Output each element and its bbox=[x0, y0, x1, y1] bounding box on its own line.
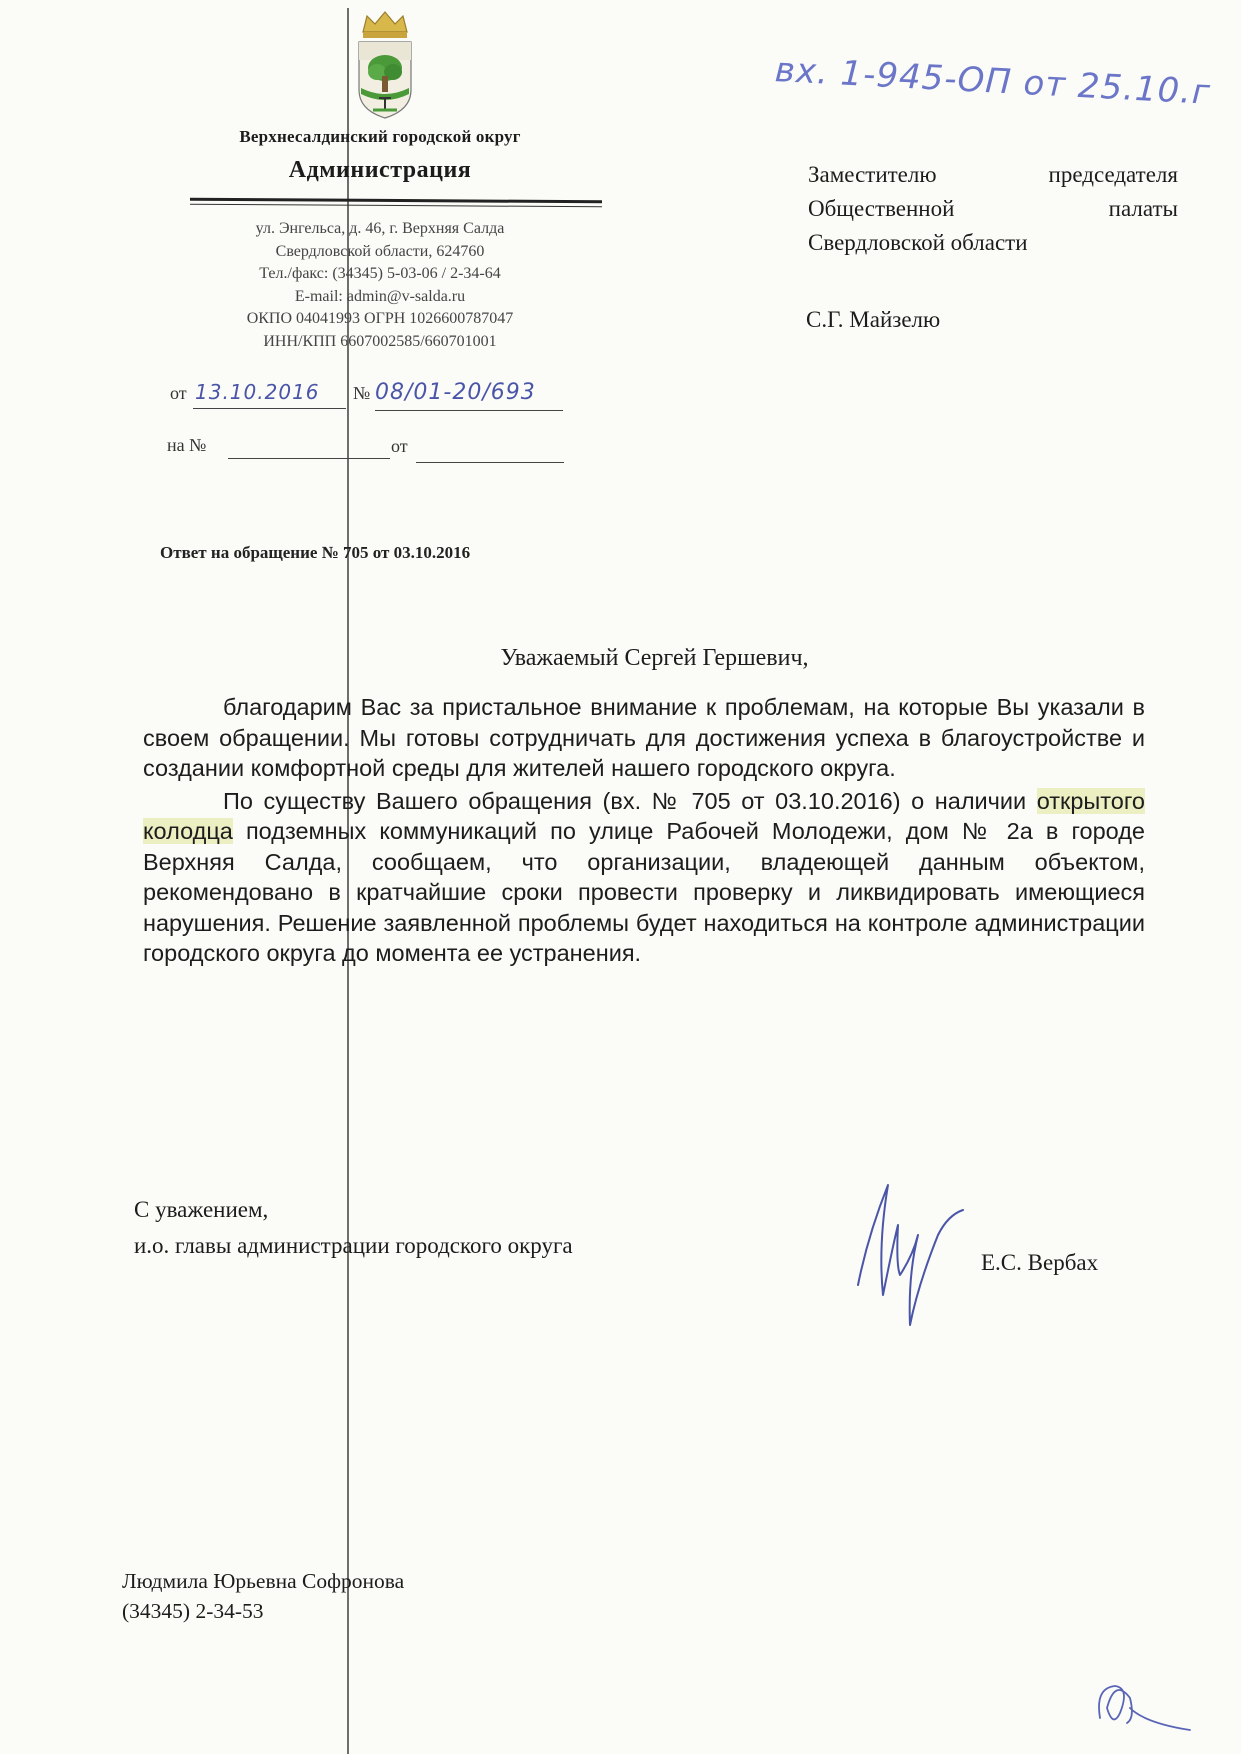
ref-in-reply-from-underline bbox=[416, 462, 564, 463]
address-line: Свердловской области, 624760 bbox=[275, 242, 485, 260]
recipient-word: палаты bbox=[1108, 196, 1178, 221]
ref-in-reply-from-label: от bbox=[391, 436, 408, 456]
ref-in-reply-label: на № bbox=[167, 435, 207, 455]
okpo-ogrn-line: ОКПО 04041993 ОГРН 1026600787047 bbox=[246, 310, 514, 327]
closing-regards: С уважением, bbox=[134, 1197, 269, 1222]
recipient-word: Свердловской области bbox=[808, 230, 1028, 255]
recipient-word: Общественной bbox=[808, 196, 955, 221]
letter-body bbox=[143, 692, 1145, 969]
body-text-segment: подземных коммуникаций по улице Рабочей Молодежи, дом № 2а в городе Верхняя Салда, сообщаем, что организации, владеющей данным объектом, рекомендовано в кратчайшие сроки провести проверку и ликвидировать имеющиеся нарушения. Решение заявленной проблемы будет находиться на контроле администрации городского округа до момента ее устранения. bbox=[143, 818, 1145, 966]
organization-name: Администрация bbox=[288, 157, 472, 183]
signer-position: и.о. главы администрации городского округа bbox=[134, 1233, 573, 1258]
recipient-block bbox=[808, 158, 1178, 260]
executor-phone: (34345) 2-34-53 bbox=[122, 1599, 264, 1623]
phone-line: Тел./факс: (34345) 5-03-06 / 2-34-64 bbox=[259, 265, 501, 282]
ref-number-label: № bbox=[353, 383, 371, 403]
greeting: Уважаемый Сергей Гершевич, bbox=[500, 645, 809, 671]
body-paragraph-1: благодарим Вас за пристальное внимание к проблемам, на которые Вы указали в своем обращении. Мы готовы сотрудничать для достижения успеха в благоустройстве и создании комфортной среды для жителей нашего городского округа. bbox=[143, 694, 1145, 781]
ref-number-underline bbox=[375, 410, 563, 411]
closing-block bbox=[134, 1192, 573, 1264]
recipient-line bbox=[808, 192, 1178, 226]
highlighted-phrase: открытого колодца bbox=[143, 787, 1145, 844]
handwritten-initials bbox=[1085, 1668, 1195, 1738]
sender-address-block bbox=[180, 218, 580, 353]
email-line: E-mail: admin@v-salda.ru bbox=[294, 287, 466, 305]
handwritten-signature bbox=[838, 1175, 968, 1335]
ref-from-label: от bbox=[170, 383, 187, 403]
inn-kpp-line: ИНН/КПП 6607002585/660701001 bbox=[263, 332, 497, 350]
recipient-word: председателя bbox=[1048, 162, 1178, 187]
ref-date-handwritten: 13.10.2016 bbox=[195, 380, 320, 404]
incoming-registration-mark: вх. 1-945-ОП от 25.10.г bbox=[773, 50, 1212, 113]
coat-of-arms-emblem bbox=[353, 10, 417, 122]
ref-number-handwritten: 08/01-20/693 bbox=[375, 380, 536, 405]
recipient-line bbox=[808, 226, 1178, 260]
address-line: ул. Энгельса, д. 46, г. Верхняя Салда bbox=[255, 220, 505, 237]
body-paragraph-2 bbox=[143, 786, 1145, 969]
recipient-name: С.Г. Майзелю bbox=[806, 307, 941, 332]
recipient-word: Заместителю bbox=[808, 162, 937, 187]
municipality-name: Верхнесалдинский городской округ bbox=[239, 127, 521, 146]
executor-name: Людмила Юрьевна Софронова bbox=[122, 1569, 405, 1593]
letter-subject: Ответ на обращение № 705 от 03.10.2016 bbox=[160, 543, 471, 562]
header-rule-thin bbox=[190, 204, 602, 208]
executor-block bbox=[122, 1566, 404, 1626]
ref-in-reply-underline bbox=[228, 458, 390, 459]
recipient-line bbox=[808, 158, 1178, 192]
body-text-segment: По существу Вашего обращения (вх. № 705 от 03.10.2016) о наличии bbox=[223, 787, 1037, 814]
header-rule-thick bbox=[190, 198, 602, 204]
ref-date-underline bbox=[193, 408, 346, 409]
signer-name: Е.С. Вербах bbox=[981, 1250, 1099, 1275]
